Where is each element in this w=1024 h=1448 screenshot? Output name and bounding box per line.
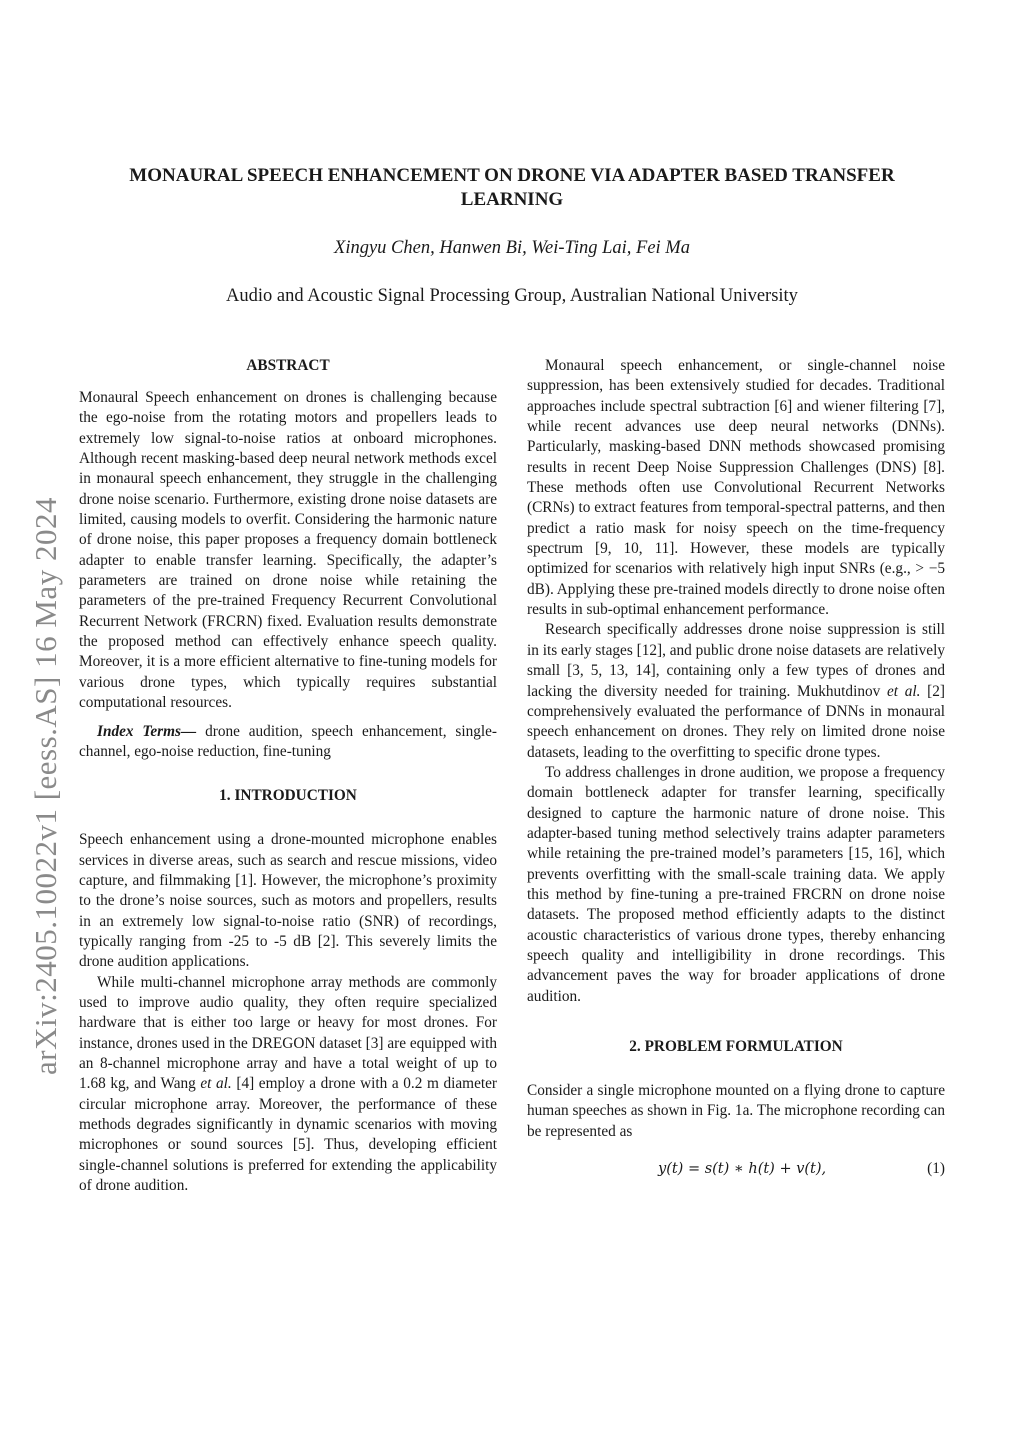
right-column [527, 356, 945, 1180]
author-list: Xingyu Chen, Hanwen Bi, Wei-Ting Lai, Fei Ma [334, 238, 690, 258]
index-terms-text: drone audition, speech enhancement, single-channel, ego-noise reduction, fine-tuning [79, 722, 497, 760]
intro-paragraph-2-text-b: [4] employ a drone with a 0.2 m diameter circular microphone array. Moreover, the performance of these methods degrades significantly in dynamic scenarios with moving microphones or sound sources [5]. Thus, developing efficient single-channel solutions is preferred for extending the applicability of drone audition. [79, 1075, 497, 1195]
index-terms-label: Index Terms— [97, 722, 197, 740]
section-heading-introduction: 1. INTRODUCTION [219, 787, 357, 805]
paper-title: MONAURAL SPEECH ENHANCEMENT ON DRONE VIA ADAPTER BASED TRANSFER LEARNING [129, 165, 895, 210]
problem-paragraph-1: Consider a single microphone mounted on a flying drone to capture human speeches as shown in Fig. 1a. The microphone recording can be represented as [527, 1082, 945, 1140]
abstract-text: Monaural Speech enhancement on drones is challenging because the ego-noise from the rotating motors and propellers leads to extremely low signal-to-noise ratios at onboard microphones. Although recent masking-based deep neural network methods excel in monaural speech enhancement, they struggle in the challenging drone noise scenario. Furthermore, existing drone noise datasets are limited, causing models to overfit. Considering the harmonic nature of drone noise, this paper proposes a frequency domain bottleneck adapter to enable transfer learning. Specifically, the adapter’s parameters are trained on drone noise while retaining the parameters of the pre-trained Frequency Recurrent Convolutional Recurrent Network (FRCRN) fixed. Evaluation results demonstrate the proposed method can effectively enhance speech quality. Moreover, it is a more efficient alternative to fine-tuning models for various drone types, which typically requires substantial computational resources. [79, 389, 497, 712]
intro-paragraph-3: Monaural speech enhancement, or single-channel noise suppression, has been extensively studied for decades. Traditional approaches include spectral subtraction [6] and wiener filtering [7], while recent advances use deep neural networks (DNNs). Particularly, masking-based DNN methods showcased promising results in recent Deep Noise Suppression Challenges (DNS) [8]. These methods often use Convolutional Recurrent Networks (CRNs) to extract features from temporal-spectral patterns, and then predict a ratio mask for noisy speech on the time-frequency spectrum [9, 10, 11]. However, these models are typically optimized for scenarios with relatively high input SNRs (e.g., > −5 dB). Applying these pre-trained models directly to drone noise often results in sub-optimal enhancement performance. [527, 357, 946, 619]
intro-paragraph-4-emphasis: et al. [886, 682, 921, 700]
left-column [79, 356, 497, 1196]
intro-paragraph-5: To address challenges in drone audition, we propose a frequency domain bottleneck adapter for transfer learning, specifically designed to capture the harmonic nature of drone noise. This adapter-based tuning method selectively trains adapter parameters while retaining the pre-trained model’s parameters [15, 16], which prevents overfitting with the small-scale training data. We apply this method by fine-tuning a pre-trained FRCRN on drone noise datasets. The proposed method efficiently adapts to the distinct acoustic characteristics of various drone types, thereby enhancing speech quality and intelligibility in drone recordings. This advancement paves the way for broader applications of drone audition. [527, 763, 945, 1005]
arxiv-identifier: arXiv:2405.10022v1 [eess.AS] 16 May 2024 [28, 497, 63, 1075]
intro-paragraph-4 [527, 620, 945, 762]
equation-number: (1) [927, 1159, 945, 1177]
index-terms [79, 722, 497, 763]
affiliation: Audio and Acoustic Signal Processing Group, Australian National University [226, 286, 798, 306]
equation-body: y(t) = s(t) ∗ h(t) + v(t), [658, 1160, 827, 1177]
intro-paragraph-4-text-a: Research specifically addresses drone noise suppression is still in its early stages [12], and public drone noise datasets are relatively small [3, 5, 13, 14], containing only a few types of drones and lacking the diversity needed for training. Mukhutdinov [527, 621, 945, 700]
section-heading-problem-formulation: 2. PROBLEM FORMULATION [629, 1038, 843, 1055]
intro-paragraph-2 [79, 973, 497, 1197]
intro-paragraph-2-text-a: While multi-channel microphone array methods are commonly used to improve audio quality, they often require specialized hardware that is either too large or heavy for most drones. For instance, drones used in the DREGON dataset [3] are equipped with an 8-channel microphone array and have a total weight of up to 1.68 kg, and Wang [79, 973, 497, 1093]
abstract-heading: ABSTRACT [246, 357, 330, 374]
intro-paragraph-2-emphasis: et al. [200, 1075, 232, 1093]
intro-paragraph-1: Speech enhancement using a drone-mounted microphone enables services in diverse areas, such as search and rescue missions, video capture, and filmmaking [1]. However, the microphone’s proximity to the drone’s noise sources, such as motors and propellers, results in an extremely low signal-to-noise ratio (SNR) of recordings, typically ranging from -25 to -5 dB [2]. This severely limits the drone audition applications. [79, 831, 497, 971]
equation-1 [527, 1158, 945, 1180]
intro-paragraph-4-text-b: [2] comprehensively evaluated the performance of DNNs in monaural speech enhancement on drones. They rely on limited drone noise datasets, leading to the overfitting to specific drone types. [527, 682, 945, 761]
